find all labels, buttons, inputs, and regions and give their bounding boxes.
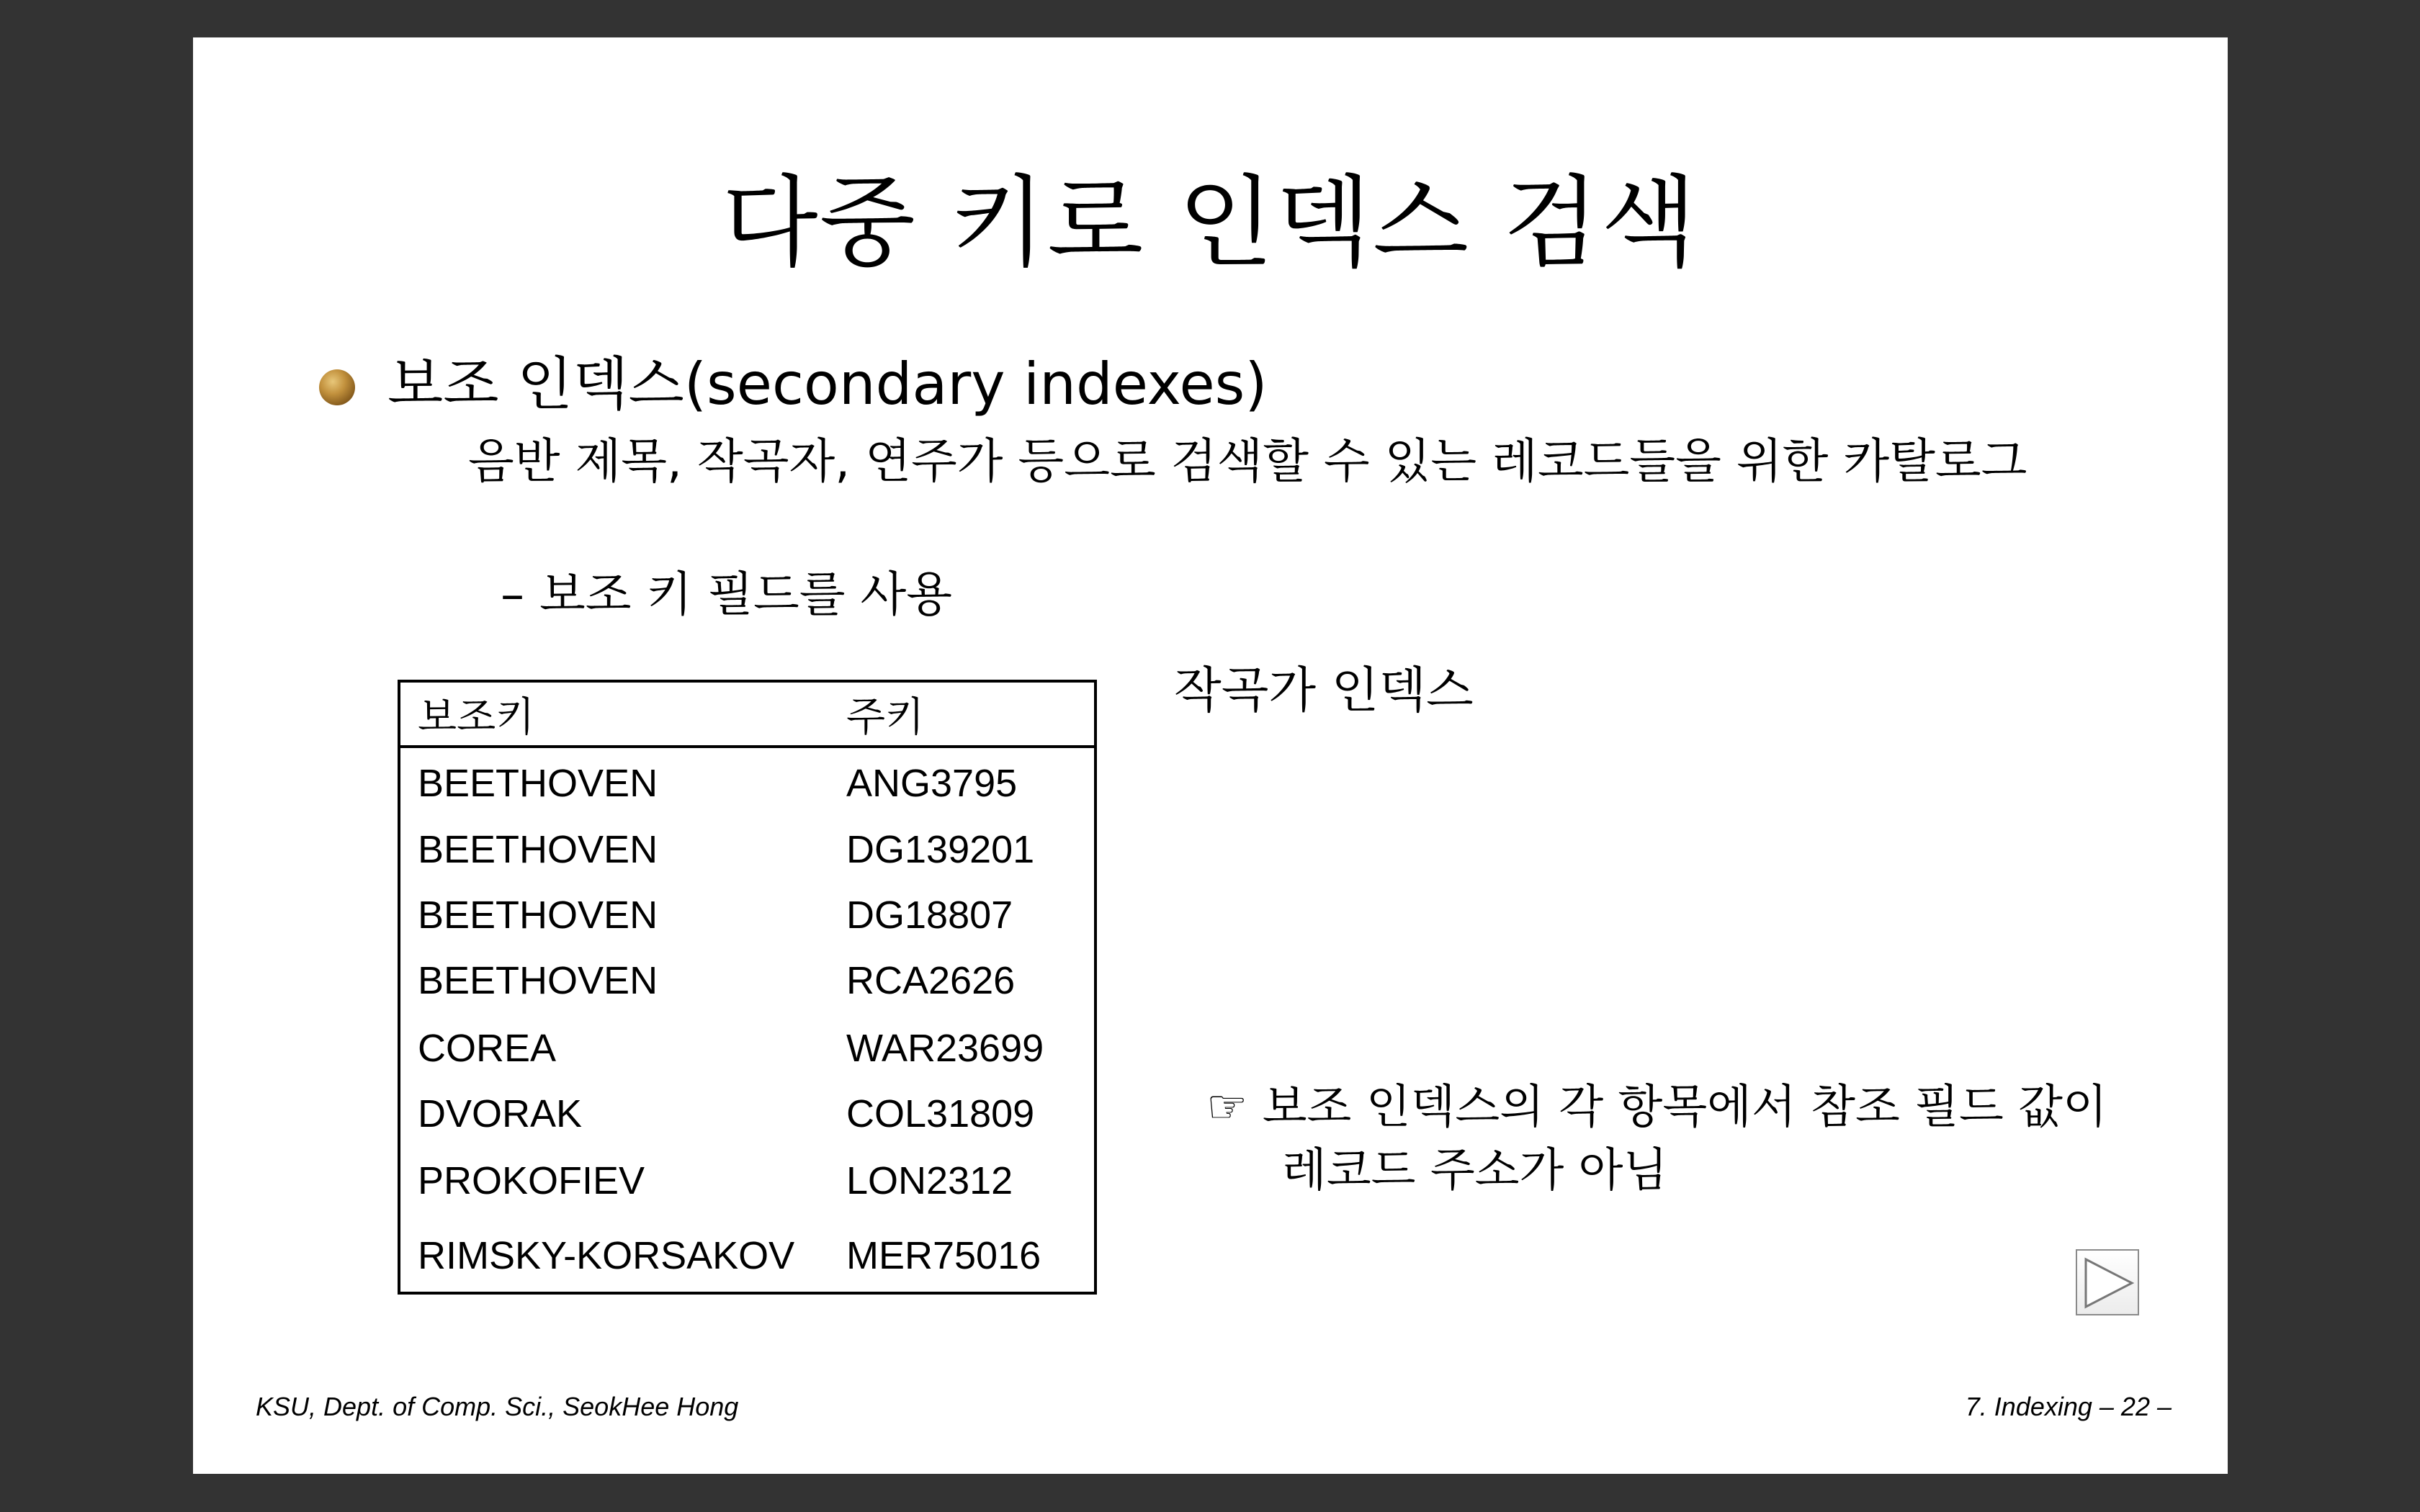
table-cell-primary-key: MER75016	[846, 1234, 1041, 1277]
table-cell-primary-key: DG18807	[846, 894, 1013, 937]
table-cell-primary-key: DG139201	[846, 828, 1035, 871]
footer-left: KSU, Dept. of Comp. Sci., SeokHee Hong	[256, 1392, 739, 1421]
table-cell-primary-key: RCA2626	[846, 959, 1016, 1002]
note-line-1: ☞ 보조 인덱스의 각 항목에서 참조 필드 값이	[1206, 1081, 2107, 1134]
table-cell-secondary-key: BEETHOVEN	[418, 828, 658, 871]
bullet-icon	[319, 369, 355, 405]
table-cell-primary-key: ANG3795	[846, 762, 1018, 805]
play-triangle-icon	[2081, 1256, 2135, 1310]
table-cell-secondary-key: PROKOFIEV	[418, 1159, 645, 1202]
table-header-divider	[398, 745, 1097, 748]
table-header-secondary-key: 보조키	[418, 694, 535, 741]
table-cell-secondary-key: RIMSKY-KORSAKOV	[418, 1234, 795, 1277]
table-cell-primary-key: LON2312	[846, 1159, 1013, 1202]
footer-right: 7. Indexing – 22 –	[1965, 1392, 2172, 1421]
table-cell-secondary-key: COREA	[418, 1027, 557, 1070]
table-cell-primary-key: COL31809	[846, 1092, 1035, 1135]
next-slide-button[interactable]	[2076, 1249, 2139, 1315]
slide-title: 다중 키로 인덱스 검색	[722, 165, 1698, 281]
table-cell-secondary-key: DVORAK	[418, 1092, 583, 1135]
table-cell-secondary-key: BEETHOVEN	[418, 762, 658, 805]
table-cell-secondary-key: BEETHOVEN	[418, 894, 658, 937]
table-caption: 작곡가 인덱스	[1174, 662, 1474, 719]
bullet-description: 음반 제목, 작곡자, 연주가 등으로 검색할 수 있는 레코드들을 위한 카탈로그	[468, 433, 2027, 489]
table-header-primary-key: 주키	[846, 694, 925, 741]
bullet-heading: 보조 인덱스(secondary indexes)	[387, 351, 1268, 418]
sub-bullet: – 보조 키 필드를 사용	[501, 567, 952, 622]
table-cell-secondary-key: BEETHOVEN	[418, 959, 658, 1002]
table-cell-primary-key: WAR23699	[846, 1027, 1044, 1070]
note-line-2: 레코드 주소가 아님	[1282, 1144, 1668, 1197]
